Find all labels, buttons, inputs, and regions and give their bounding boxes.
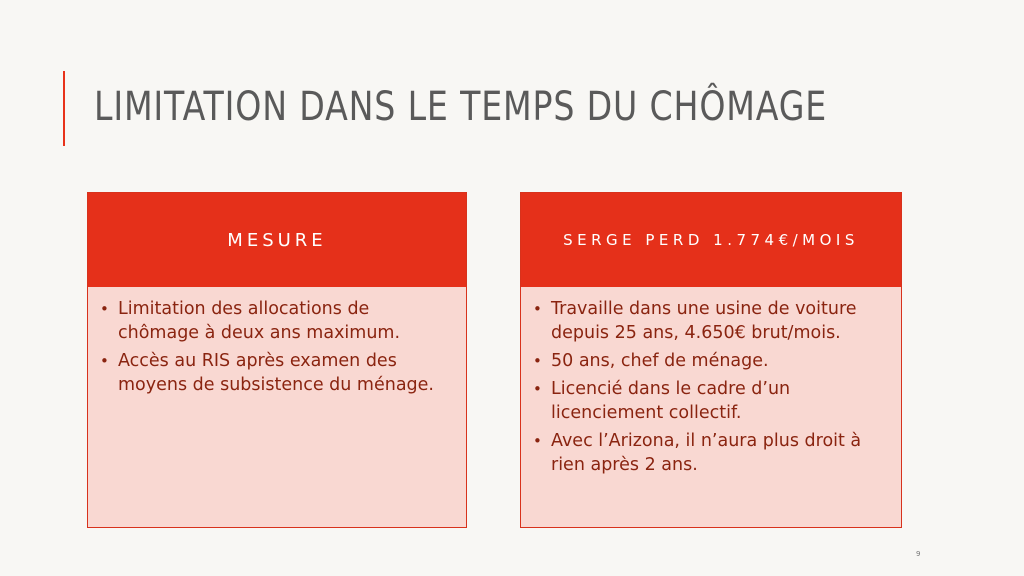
bullet-dot-icon: • xyxy=(100,352,109,370)
bullet-item: • Limitation des allocations de chômage à deux ans maximum. xyxy=(100,299,401,343)
bullet-dot-icon: • xyxy=(533,300,542,318)
card-mesure xyxy=(87,192,467,528)
card-serge xyxy=(520,192,902,528)
card-header xyxy=(521,193,901,287)
bullet-list xyxy=(533,297,887,477)
page-number: 9 xyxy=(916,550,921,558)
bullet-item: • Licencié dans le cadre d’un licenciement collectif. xyxy=(533,379,791,423)
title-accent-bar xyxy=(63,71,65,146)
bullet-item: • Travaille dans une usine de voiture depuis 25 ans, 4.650€ brut/mois. xyxy=(533,299,857,343)
card-body xyxy=(88,287,466,397)
bullet-dot-icon: • xyxy=(533,432,542,450)
bullet-item: • 50 ans, chef de ménage. xyxy=(533,351,769,371)
bullet-dot-icon: • xyxy=(100,300,109,318)
card-header-label: MESURE xyxy=(227,229,327,251)
bullet-list xyxy=(100,297,452,397)
card-header xyxy=(88,193,466,287)
card-header-label: SERGE PERD 1.774€/MOIS xyxy=(563,231,859,249)
bullet-item: • Accès au RIS après examen des moyens de subsistence du ménage. xyxy=(100,351,434,395)
card-body xyxy=(521,287,901,477)
bullet-dot-icon: • xyxy=(533,352,542,370)
slide-title: LIMITATION DANS LE TEMPS DU CHÔMAGE xyxy=(94,84,828,130)
bullet-item: • Avec l’Arizona, il n’aura plus droit à rien après 2 ans. xyxy=(533,431,862,475)
bullet-dot-icon: • xyxy=(533,380,542,398)
